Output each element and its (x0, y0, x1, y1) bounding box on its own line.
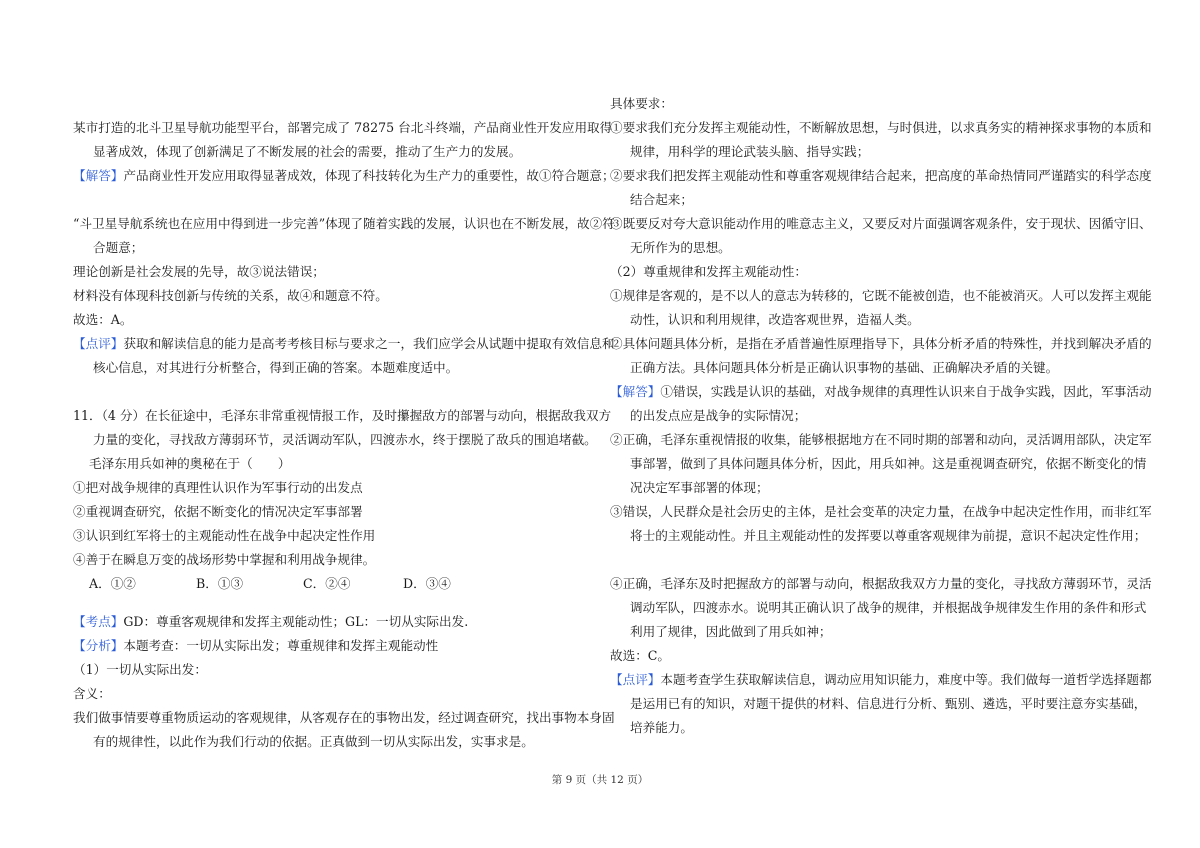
paragraph: 含义： (73, 686, 111, 701)
knowledge-tag: 【考点】 (73, 614, 124, 629)
comment-paragraph: 【点评】获取和解读信息的能力是高考考核目标与要求之一，我们应学会从试题中提取有效信息和核心信息，对其进行分析整合，得到正确的答案。本题难度适中。 (73, 336, 615, 375)
answer-paragraph: 【解答】产品商业性开发应用取得显著成效，体现了科技转化为生产力的重要性，故①符合题意； (73, 168, 615, 183)
choice-line: 故选：C。 (610, 648, 671, 663)
statement-3: ③认识到红军将士的主观能动性在战争中起决定性作用 (73, 528, 376, 543)
answer-tag: 【解答】 (73, 168, 124, 183)
paragraph: 理论创新是社会发展的先导，故③说法错误； (73, 264, 325, 279)
option-b: B．①③ (196, 576, 244, 591)
answer-paragraph: 【解答】①错误，实践是认识的基础，对战争规律的真理性认识来自于战争实践，因此，军事活动的出发点应是战争的实际情况； (610, 384, 1152, 423)
requirement-1: ①要求我们充分发挥主观能动性，不断解放思想，与时俱进，以求真务实的精神探求事物的本质和规律，用科学的理论武装头脑、指导实践； (610, 120, 1152, 159)
analysis-tag: 【分析】 (73, 638, 124, 653)
paragraph: （2）尊重规律和发挥主观能动性： (610, 264, 807, 279)
paragraph: ③错误，人民群众是社会历史的主体，是社会变革的决定力量，在战争中起决定性作用，而非红军将士的主观能动性。并且主观能动性的发挥要以尊重客观规律为前提，意识不起决定性作用； (610, 504, 1152, 543)
answer-options (89, 572, 451, 596)
analysis-paragraph: 【分析】本题考查：一切从实际出发；尊重规律和发挥主观能动性 (73, 638, 439, 653)
choice-line: 故选：A。 (73, 312, 133, 327)
answer-tag: 【解答】 (610, 384, 661, 399)
requirement-3: ③既要反对夸大意识能动作用的唯意志主义，又要反对片面强调客观条件，安于现状、因循守旧、无所作为的思想。 (610, 216, 1152, 255)
page-footer: 第 9 页（共 12 页） (551, 774, 649, 786)
paragraph: 具体要求： (610, 96, 673, 111)
paragraph: ①规律是客观的，是不以人的意志为转移的，它既不能被创造，也不能被消灭。人可以发挥主观能动性，认识和利用规律，改造客观世界，造福人类。 (610, 288, 1152, 327)
option-d: D．③④ (403, 576, 451, 591)
statement-4: ④善于在瞬息万变的战场形势中掌握和利用战争规律。 (73, 552, 376, 567)
paragraph: （1）一切从实际出发： (73, 662, 207, 677)
knowledge-point: 【考点】GD：尊重客观规律和发挥主观能动性；GL：一切从实际出发. (73, 614, 469, 629)
statement-1: ①把对战争规律的真理性认识作为军事行动的出发点 (73, 480, 363, 495)
paragraph: 材料没有体现科技创新与传统的关系，故④和题意不符。 (73, 288, 388, 303)
question-stem: 毛泽东用兵如神的奥秘在于（ ） (89, 456, 291, 471)
paragraph: ②正确，毛泽东重视情报的收集，能够根据地方在不同时期的部署和动向，灵活调用部队，决定军事部署，做到了具体问题具体分析，因此，用兵如神。这是重视调查研究，依据不断变化的情况决定军事部署的体现； (610, 432, 1152, 495)
paragraph: 我们做事情要尊重物质运动的客观规律，从客观存在的事物出发，经过调查研究，找出事物本身固有的规律性，以此作为我们行动的依据。正真做到一切从实际出发，实事求是。 (73, 710, 615, 749)
option-c: C．②④ (303, 576, 351, 591)
requirement-2: ②要求我们把发挥主观能动性和尊重客观规律结合起来，把高度的革命热情同严谨踏实的科学态度结合起来； (610, 168, 1152, 207)
paragraph: 某市打造的北斗卫星导航功能型平台，部署完成了 78275 台北斗终端，产品商业性开发应用取得显著成效，体现了创新满足了不断发展的社会的需要，推动了生产力的发展。 (73, 120, 613, 159)
option-a: A．①② (89, 576, 136, 591)
comment-paragraph: 【点评】本题考查学生获取解读信息，调动应用知识能力，难度中等。我们做每一道哲学选择题都是运用已有的知识，对题干提供的材料、信息进行分析、甄别、遴选，平时要注意夯实基础，培养能力。 (610, 672, 1152, 735)
question-11: 11．（4 分）在长征途中，毛泽东非常重视情报工作，及时攥握敌方的部署与动向，根据敌我双方力量的变化，寻找敌方薄弱环节，灵活调动军队，四渡赤水，终于摆脱了敌兵的围追堵截。 (73, 408, 612, 447)
paragraph: “斗卫星导航系统也在应用中得到进一步完善”体现了随着实践的发展，认识也在不断发展，故②符合题意； (73, 216, 615, 255)
comment-tag: 【点评】 (610, 672, 661, 687)
comment-tag: 【点评】 (73, 336, 124, 351)
statement-2: ②重视调查研究，依据不断变化的情况决定军事部署 (73, 504, 363, 519)
paragraph: ②具体问题具体分析，是指在矛盾普遍性原理指导下，具体分析矛盾的特殊性，并找到解决矛盾的正确方法。具体问题具体分析是正确认识事物的基础、正确解决矛盾的关键。 (610, 336, 1152, 375)
paragraph: ④正确，毛泽东及时把握敌方的部署与动向，根据敌我双方力量的变化，寻找敌方薄弱环节，灵活调动军队，四渡赤水。说明其正确认识了战争的规律，并根据战争规律发生作用的条件和形式利用了规律，因此做到了用兵如神； (610, 576, 1152, 639)
